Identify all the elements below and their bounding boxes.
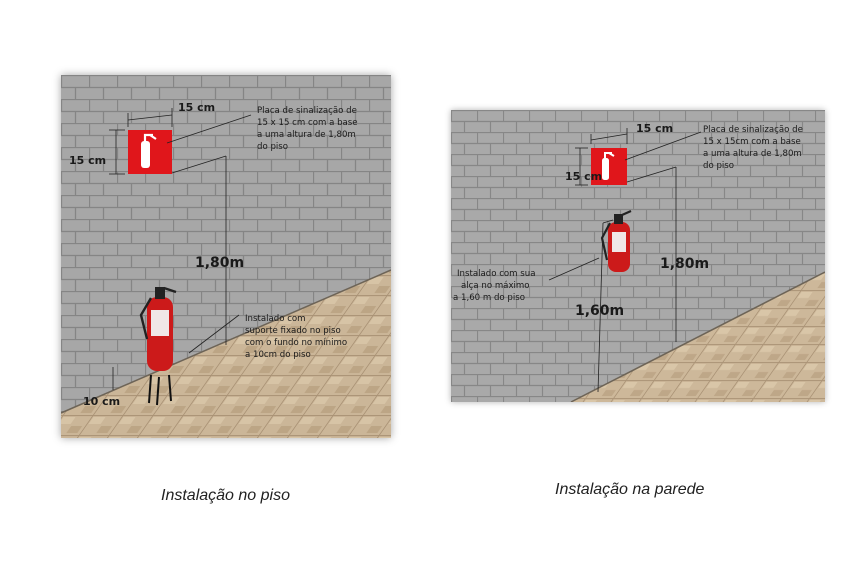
- sign-width-label: 15 cm: [178, 101, 216, 114]
- sign-height-label: 15 cm: [565, 170, 603, 183]
- sign-note-line-2: 15 x 15cm com a base: [703, 137, 801, 147]
- floor-installation-caption: Instalação no piso: [161, 487, 290, 504]
- sign-note-line-4: do piso: [257, 142, 289, 152]
- install-note-line-4: a 10cm do piso: [245, 350, 311, 360]
- sign-note-line-3: a uma altura de 1,80m: [257, 130, 356, 140]
- sign-note-line-2: 15 x 15 cm com a base: [257, 118, 358, 128]
- handle-height-label: 1,60m: [575, 303, 625, 319]
- floor-installation-diagram: [61, 75, 391, 438]
- sign-note-line-3: a uma altura de 1,80m: [703, 149, 802, 159]
- install-note-line-1: Instalado com: [245, 314, 306, 324]
- wall-installation-diagram: [451, 110, 825, 402]
- install-note-line-2: alça no máximo: [461, 281, 530, 291]
- sign-height-label: 15 cm: [69, 154, 107, 167]
- height-label: 1,80m: [660, 256, 710, 272]
- height-label: 1,80m: [195, 255, 245, 271]
- floor-gap-label: 10 cm: [83, 395, 121, 408]
- fire-extinguisher-sign-icon: [128, 130, 172, 174]
- sign-note-line-1: Placa de sinalização de: [703, 125, 803, 135]
- sign-note-line-4: do piso: [703, 161, 735, 171]
- wall-installation-panel: [451, 110, 825, 402]
- wall-installation-caption: Instalação na parede: [555, 481, 705, 498]
- install-note-line-1: Instalado com sua: [457, 269, 536, 279]
- sign-note-line-1: Placa de sinalização de: [257, 106, 357, 116]
- install-note-line-3: a 1,60 m do piso: [453, 293, 525, 303]
- install-note-line-3: com o fundo no mínimo: [245, 338, 348, 348]
- sign-width-label: 15 cm: [636, 122, 674, 135]
- floor-installation-panel: [61, 75, 391, 438]
- install-note-line-2: suporte fixado no piso: [245, 326, 341, 336]
